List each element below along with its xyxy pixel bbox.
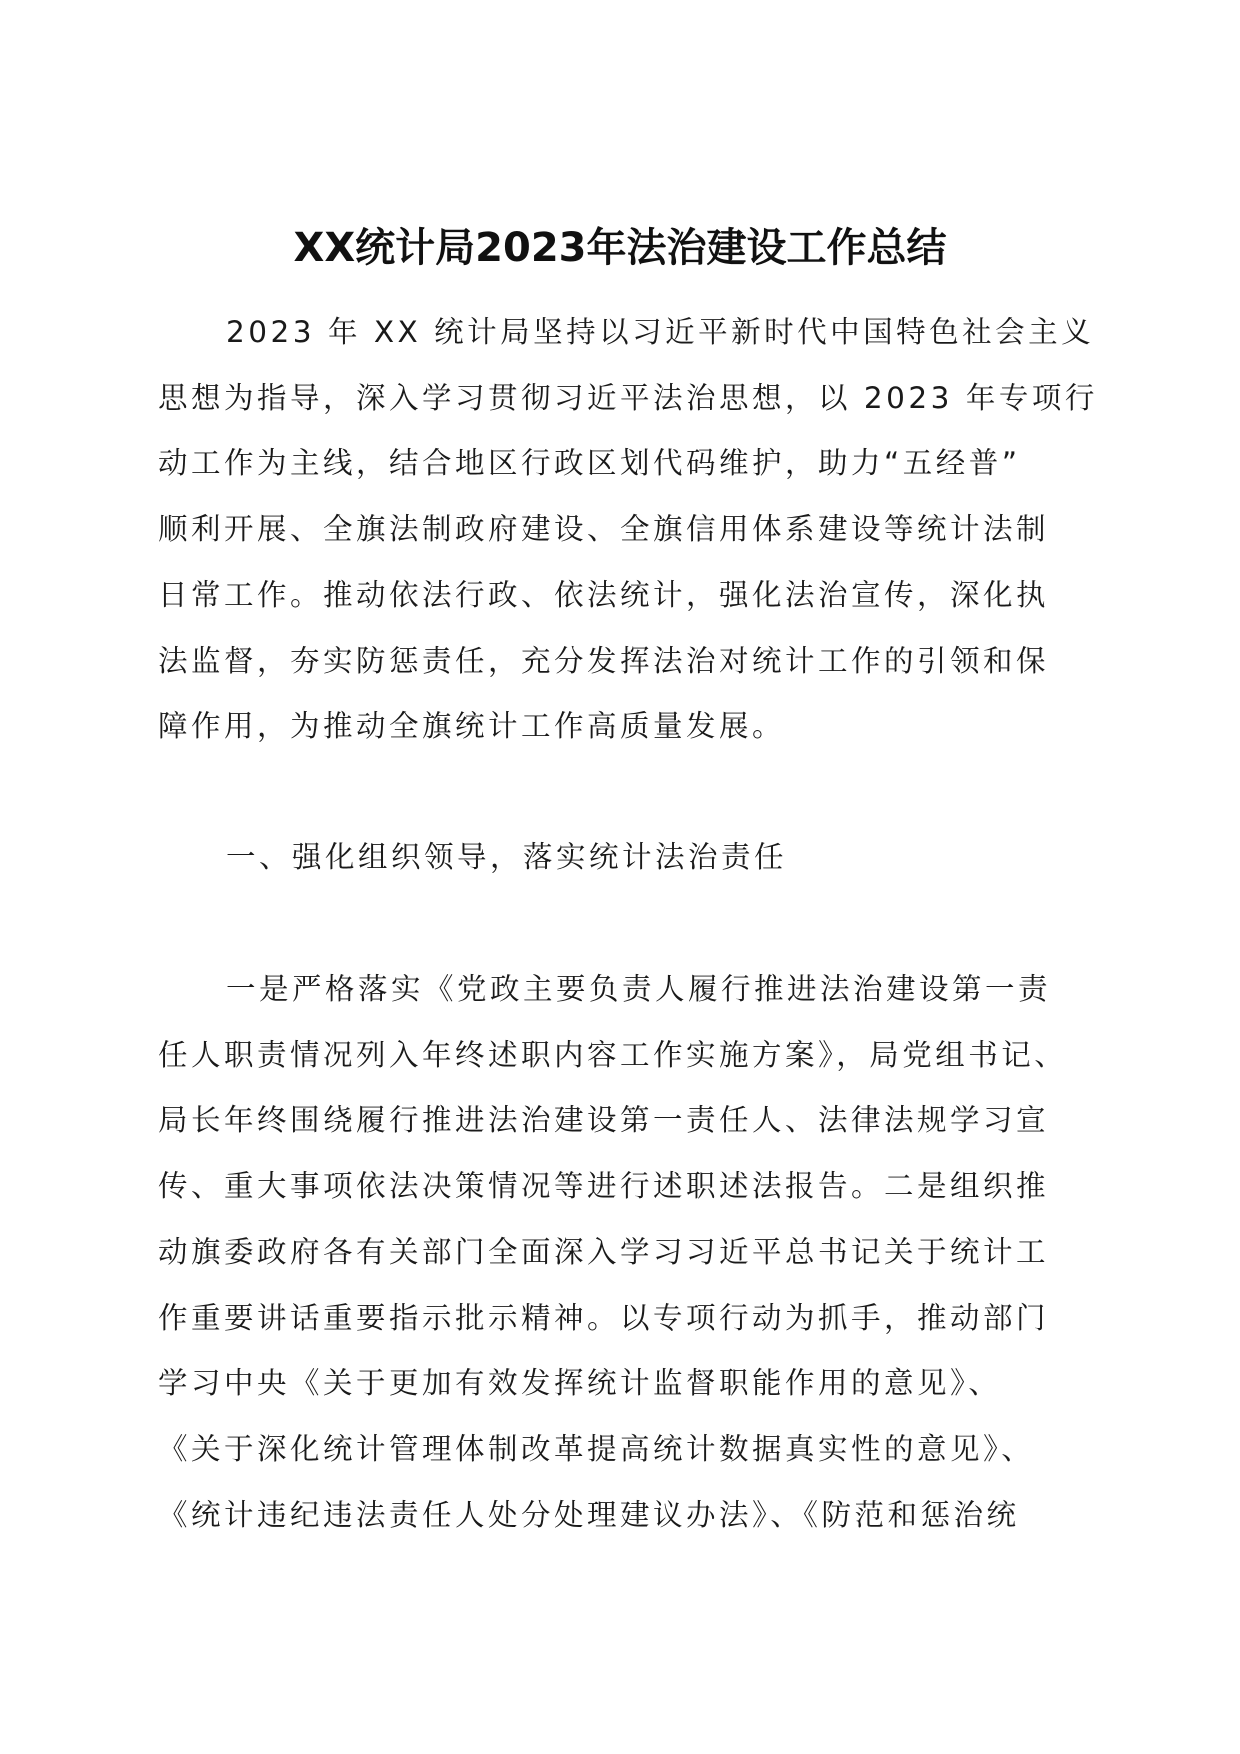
paragraph-line: 《统计违纪违法责任人处分处理建议办法》、《防范和惩治统 — [158, 1498, 1020, 1532]
paragraph-line: 任人职责情况列入年终述职内容工作实施方案》，局党组书记、 — [158, 1038, 1068, 1072]
paragraph-line: 2023 年 XX 统计局坚持以习近平新时代中国特色社会主义 — [226, 315, 1095, 349]
paragraph-line: 学习中央《关于更加有效发挥统计监督职能作用的意见》、 — [158, 1366, 1002, 1400]
paragraph-line: 动旗委政府各有关部门全面深入学习习近平总书记关于统计工 — [158, 1235, 1050, 1269]
paragraph-line: 《关于深化统计管理体制改革提高统计数据真实性的意见》、 — [158, 1432, 1035, 1466]
paragraph-line: 法监督，夯实防惩责任，充分发挥法治对统计工作的引领和保 — [158, 644, 1050, 678]
paragraph-line: 思想为指导，深入学习贯彻习近平法治思想，以 2023 年专项行 — [158, 381, 1098, 415]
paragraph-line: 局长年终围绕履行推进法治建设第一责任人、法律法规学习宣 — [158, 1103, 1050, 1137]
paragraph-line: 动工作为主线，结合地区行政区划代码维护，助力“五经普” — [158, 446, 1021, 480]
paragraph-line: 一是严格落实《党政主要负责人履行推进法治建设第一责 — [226, 972, 1052, 1006]
section-heading: 一、强化组织领导，落实统计法治责任 — [226, 840, 788, 874]
paragraph-line: 作重要讲话重要指示批示精神。以专项行动为抓手，推动部门 — [158, 1301, 1050, 1335]
paragraph-line: 顺利开展、全旗法制政府建设、全旗信用体系建设等统计法制 — [158, 512, 1050, 546]
paragraph-line: 日常工作。推动依法行政、依法统计，强化法治宣传，深化执 — [158, 578, 1050, 612]
document-title: XX统计局2023年法治建设工作总结 — [293, 225, 947, 271]
paragraph-line: 障作用，为推动全旗统计工作高质量发展。 — [158, 709, 786, 743]
paragraph-line: 传、重大事项依法决策情况等进行述职述法报告。二是组织推 — [158, 1169, 1050, 1203]
